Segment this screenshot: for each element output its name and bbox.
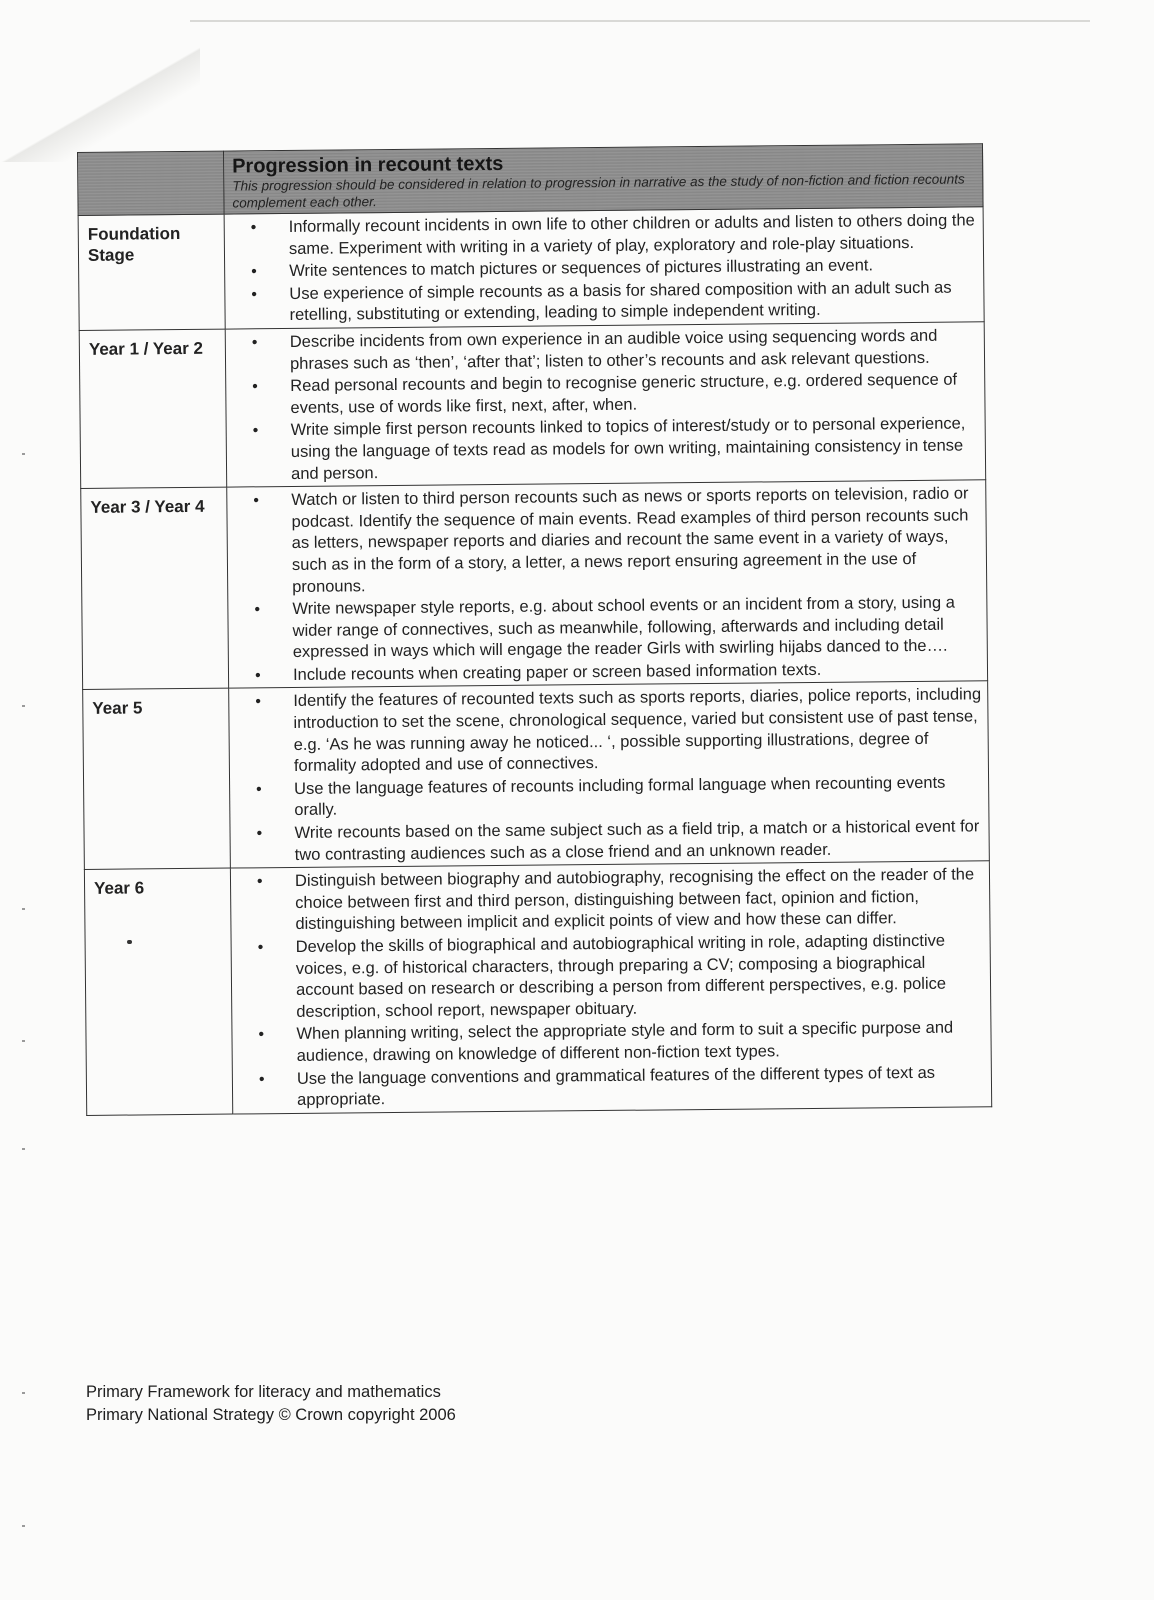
list-item bbox=[245, 483, 980, 598]
header-blank-cell bbox=[78, 151, 225, 215]
bullet-list bbox=[245, 483, 981, 686]
list-item-text: Develop the skills of biographical and autobiographical writing in role, adapting distinctive voices, e.g. of historical characters, through preparing a CV; composing a biographical account based on research or describing a person from different perspectives, e.g. police description, school report, newspaper obituary. bbox=[295, 931, 947, 1021]
list-item-text: Use the language features of recounts including formal language when recounting events orally. bbox=[294, 773, 946, 820]
scan-speck bbox=[22, 1148, 25, 1150]
list-item-text: Use the language conventions and grammatical features of the different types of text as appropriate. bbox=[296, 1063, 936, 1110]
bullet-icon: • bbox=[256, 873, 263, 891]
list-item bbox=[246, 592, 981, 664]
bullet-list bbox=[244, 325, 979, 485]
content-cell bbox=[227, 480, 988, 689]
table-row bbox=[79, 322, 985, 489]
bullet-icon: • bbox=[251, 263, 257, 281]
list-item bbox=[243, 210, 977, 260]
bullet-icon: • bbox=[256, 825, 263, 843]
bullet-list bbox=[243, 210, 978, 327]
stage-cell: Year 6 bbox=[84, 868, 232, 1115]
bullet-icon: • bbox=[257, 939, 264, 957]
footer-line-copyright: Primary National Strategy © Crown copyright 2006 bbox=[86, 1406, 456, 1424]
table-row bbox=[83, 681, 990, 869]
header-title-cell bbox=[223, 144, 983, 214]
bullet-icon: • bbox=[254, 667, 261, 685]
list-item-text: Informally recount incidents in own life to other children or adults and listen to others doing the same. Experiment with writing in a variety of play, exploratory and role-play situations. bbox=[288, 211, 975, 258]
bullet-icon: • bbox=[252, 422, 259, 440]
list-item-text: Write recounts based on the same subject such as a field trip, a match or a historical event for two contrasting audiences such as a close friend and an unknown reader. bbox=[294, 817, 980, 864]
content-cell bbox=[230, 861, 991, 1114]
list-item bbox=[245, 414, 980, 486]
bullet-icon: • bbox=[251, 334, 258, 352]
scan-corner-shadow bbox=[0, 22, 200, 162]
list-item bbox=[244, 325, 978, 375]
bullet-icon: • bbox=[251, 286, 258, 304]
recount-progression-table bbox=[77, 143, 992, 1115]
footer-line-framework: Primary Framework for literacy and mathematics bbox=[86, 1383, 441, 1401]
list-item bbox=[248, 816, 982, 866]
scan-speck bbox=[22, 908, 25, 910]
list-item-text: Watch or listen to third person recounts such as news or sports reports on television, radio or podcast. Identify the sequence of main events. Read examples of third person recounts such as letters, newspaper reports and diaries and recount the same event in a variety of ways, such as in the form of a story, a letter, a news report ensuring agreement in the use of pronouns. bbox=[291, 484, 969, 596]
list-item bbox=[248, 772, 982, 822]
content-cell bbox=[224, 207, 984, 329]
stage-cell: Year 1 / Year 2 bbox=[79, 329, 227, 489]
scan-speck bbox=[22, 1040, 25, 1042]
table-row bbox=[81, 480, 988, 690]
scan-speck bbox=[22, 453, 25, 455]
list-item-text: Use experience of simple recounts as a basis for shared composition with an adult such as retelling, substituting or extending, leading to simple independent writing. bbox=[289, 278, 952, 325]
bullet-icon: • bbox=[258, 1070, 265, 1088]
bullet-icon: • bbox=[254, 601, 261, 619]
list-item-text: When planning writing, select the appropriate style and form to suit a specific purpose and audience, drawing on knowledge of different non-fiction text types. bbox=[296, 1019, 954, 1065]
list-item bbox=[244, 370, 978, 420]
stage-cell: Year 3 / Year 4 bbox=[81, 487, 229, 690]
table-title: Progression in recount texts bbox=[232, 152, 504, 178]
bullet-icon: • bbox=[256, 781, 262, 799]
list-item-text: Describe incidents from own experience in an audible voice using sequencing words and phrases such as ‘then’, ‘after that’; listen to other’s recounts and ask relevant questions. bbox=[289, 326, 938, 373]
bullet-icon: • bbox=[250, 219, 257, 237]
bullet-icon: • bbox=[258, 1026, 265, 1044]
list-item-text: Read personal recounts and begin to recognise generic structure, e.g. ordered sequence of events, use of words like first, next, after, when. bbox=[290, 370, 958, 417]
list-item-text: Distinguish between biography and autobiography, recognising the effect on the reader of the choice between first and third person, distinguishing between fact, opinion and fiction, distinguishing between implicit and explicit points of view and how these can differ. bbox=[294, 865, 975, 934]
list-item bbox=[250, 1018, 984, 1068]
table-row bbox=[84, 861, 991, 1115]
table-row bbox=[78, 207, 984, 331]
bullet-icon: • bbox=[255, 693, 261, 711]
list-item-text: Write sentences to match pictures or sequences of pictures illustrating an event. bbox=[289, 256, 874, 281]
scan-edge-line bbox=[190, 20, 1090, 22]
bullet-list bbox=[247, 685, 983, 867]
bullet-icon: • bbox=[252, 378, 258, 396]
list-item bbox=[251, 1062, 985, 1112]
scan-speck bbox=[22, 705, 25, 707]
list-item-text: Include recounts when creating paper or screen based information texts. bbox=[292, 660, 822, 684]
scan-speck bbox=[22, 1392, 25, 1394]
table-subtitle: This progression should be considered in relation to progression in narrative as the study of non-fiction and fiction recounts complement each other. bbox=[232, 171, 965, 211]
list-item bbox=[249, 865, 984, 937]
table-header-row bbox=[78, 144, 984, 216]
bullet-icon: • bbox=[253, 492, 260, 510]
stage-cell: Foundation Stage bbox=[78, 214, 225, 330]
bullet-list bbox=[249, 865, 985, 1113]
list-item bbox=[247, 685, 982, 778]
list-item bbox=[250, 930, 985, 1023]
list-item-text: Write newspaper style reports, e.g. about school events or an incident from a story, using a wider range of connectives, such as meanwhile, following, afterwards and including detail expressed in ways which will engage the reader Girls with swirling hijabs danced to the…. bbox=[292, 593, 955, 662]
list-item-text: Write simple first person recounts linked to topics of interest/study or to personal experience, using the language of texts read as models for own writing, maintaining consistency in tense and person. bbox=[290, 414, 966, 483]
content-cell bbox=[225, 322, 985, 487]
scan-speck bbox=[22, 1525, 25, 1527]
content-cell bbox=[229, 681, 990, 868]
stage-cell: Year 5 bbox=[83, 689, 231, 870]
list-item-text: Identify the features of recounted texts such as sports reports, diaries, police reports, including introduction to set the scene, chronological sequence, varied but consistent use of past tense, e.g. ‘As he was running away he noticed... ‘, possible supporting illustrations, degree of formality adopted and use of connectives. bbox=[293, 685, 982, 776]
page-footer bbox=[86, 1381, 456, 1427]
list-item bbox=[243, 277, 977, 327]
